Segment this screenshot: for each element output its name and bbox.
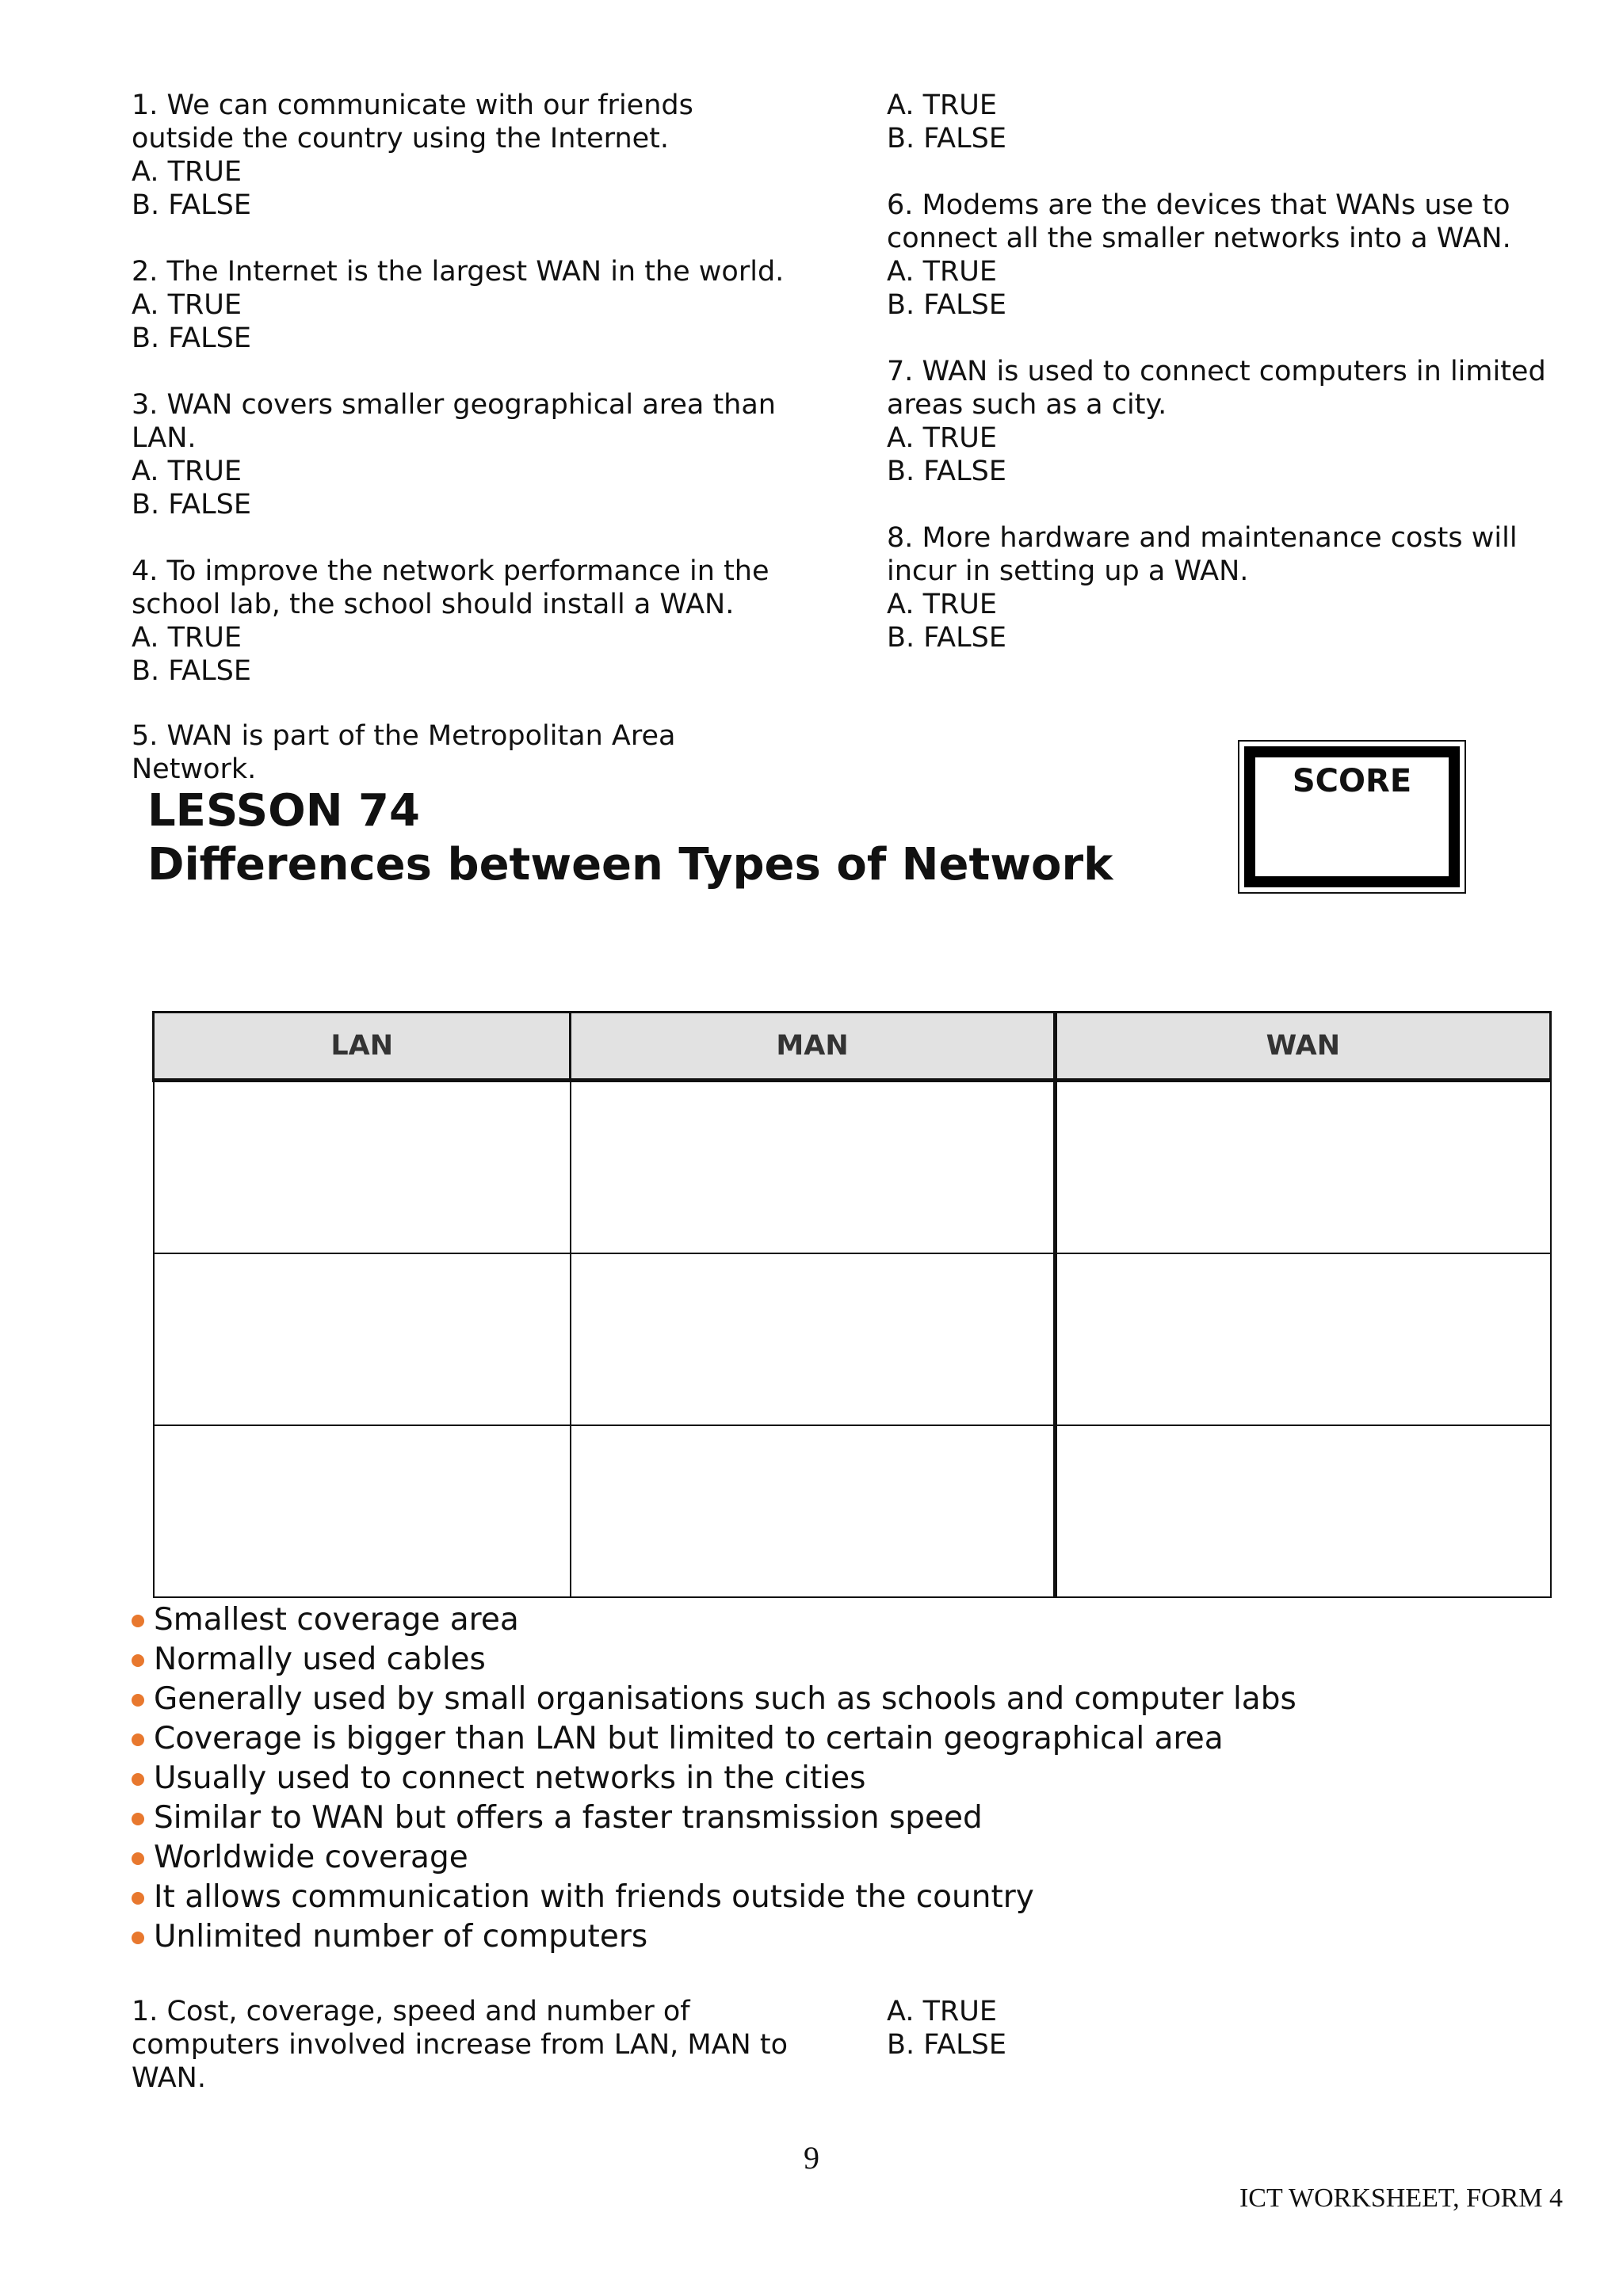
questions-right-column (887, 89, 1576, 654)
score-box-inner[interactable] (1244, 746, 1460, 887)
bullet-icon (132, 1615, 144, 1627)
list-item[interactable] (132, 1838, 1296, 1878)
question-4-option-false[interactable]: B. FALSE (132, 655, 251, 687)
table-cell-man-2[interactable] (571, 1253, 1055, 1425)
table-cell-lan-2[interactable] (154, 1253, 571, 1425)
list-item-text: Generally used by small organisations such as schools and computer labs (154, 1681, 1296, 1717)
question-4-option-true[interactable]: A. TRUE (132, 622, 242, 654)
question-5-option-false[interactable]: B. FALSE (887, 123, 1006, 154)
header-lan: LAN (154, 1013, 571, 1081)
bullet-icon (132, 1813, 144, 1825)
list-item-text: Worldwide coverage (154, 1840, 468, 1875)
lesson-title: Differences between Types of Network (147, 839, 1113, 891)
question-4-line-2: school lab, the school should install a WAN. (132, 589, 735, 620)
question-5 (132, 719, 821, 786)
question-5-option-true[interactable]: A. TRUE (887, 90, 998, 121)
table-cell-wan-2[interactable] (1055, 1253, 1550, 1425)
header-man: MAN (571, 1013, 1055, 1081)
question-6-option-false[interactable]: B. FALSE (887, 289, 1006, 321)
bullet-icon (132, 1733, 144, 1746)
score-box (1238, 740, 1466, 894)
table-row (154, 1253, 1551, 1425)
question-8-option-false[interactable]: B. FALSE (887, 622, 1006, 654)
final-question-option-true[interactable]: A. TRUE (887, 1996, 998, 2027)
list-item[interactable] (132, 1680, 1296, 1719)
question-1-line-2: outside the country using the Internet. (132, 123, 670, 154)
final-question-option-false[interactable]: B. FALSE (887, 2029, 1006, 2061)
question-4-line-1: 4. To improve the network performance in the (132, 555, 769, 587)
table-cell-man-3[interactable] (571, 1425, 1055, 1597)
question-3-option-true[interactable]: A. TRUE (132, 456, 242, 487)
list-item-text: Coverage is bigger than LAN but limited to certain geographical area (154, 1721, 1224, 1756)
question-3-option-false[interactable]: B. FALSE (132, 489, 251, 521)
question-3-line-2: LAN. (132, 422, 197, 454)
bullet-icon (132, 1773, 144, 1786)
question-2-option-true[interactable]: A. TRUE (132, 289, 242, 321)
lesson-heading (147, 784, 1113, 892)
question-6-line-2: connect all the smaller networks into a WAN. (887, 223, 1511, 254)
lesson-number: LESSON 74 (147, 785, 420, 837)
table-cell-wan-1[interactable] (1055, 1081, 1550, 1254)
table-cell-lan-1[interactable] (154, 1081, 571, 1254)
bullet-icon (132, 1852, 144, 1865)
table-row (154, 1081, 1551, 1254)
question-6-option-true[interactable]: A. TRUE (887, 256, 998, 288)
question-1-option-false[interactable]: B. FALSE (132, 189, 251, 221)
question-7-line-2: areas such as a city. (887, 389, 1167, 421)
final-question-line-2: computers involved increase from LAN, MAN to (132, 2029, 788, 2061)
bullet-icon (132, 1892, 144, 1905)
page-number: 9 (804, 2140, 819, 2176)
characteristics-list (132, 1600, 1296, 1957)
list-item-text: Similar to WAN but offers a faster transmission speed (154, 1800, 983, 1836)
question-5-line-1: 5. WAN is part of the Metropolitan Area (132, 720, 676, 752)
list-item[interactable] (132, 1798, 1296, 1838)
table-row (154, 1425, 1551, 1597)
question-6-line-1: 6. Modems are the devices that WANs use to (887, 189, 1510, 221)
question-8-line-2: incur in setting up a WAN. (887, 555, 1249, 587)
final-question-line-1: 1. Cost, coverage, speed and number of (132, 1996, 690, 2027)
list-item-text: Smallest coverage area (154, 1602, 519, 1638)
table-header-row (154, 1013, 1551, 1081)
table-cell-man-1[interactable] (571, 1081, 1055, 1254)
list-item-text: Usually used to connect networks in the cities (154, 1760, 866, 1796)
network-comparison-table (152, 1011, 1552, 1598)
list-item[interactable] (132, 1719, 1296, 1759)
question-7-option-false[interactable]: B. FALSE (887, 456, 1006, 487)
header-wan: WAN (1055, 1013, 1550, 1081)
final-question (132, 1995, 821, 2095)
bullet-icon (132, 1654, 144, 1667)
question-1-option-true[interactable]: A. TRUE (132, 156, 242, 188)
list-item-text: Normally used cables (154, 1642, 486, 1677)
question-7-option-true[interactable]: A. TRUE (887, 422, 998, 454)
list-item[interactable] (132, 1878, 1296, 1917)
list-item[interactable] (132, 1640, 1296, 1680)
question-3-line-1: 3. WAN covers smaller geographical area than (132, 389, 776, 421)
table-cell-wan-3[interactable] (1055, 1425, 1550, 1597)
list-item[interactable] (132, 1600, 1296, 1640)
final-question-line-3: WAN. (132, 2062, 206, 2094)
list-item[interactable] (132, 1759, 1296, 1798)
question-5-line-2: Network. (132, 753, 257, 785)
final-question-options (887, 1995, 1283, 2061)
question-2-line-1: 2. The Internet is the largest WAN in the world. (132, 256, 785, 288)
question-7-line-1: 7. WAN is used to connect computers in limited (887, 356, 1546, 387)
score-label: SCORE (1292, 763, 1412, 799)
table-cell-lan-3[interactable] (154, 1425, 571, 1597)
bullet-icon (132, 1694, 144, 1707)
list-item-text: It allows communication with friends outside the country (154, 1879, 1034, 1915)
footer-text: ICT WORKSHEET, FORM 4 (1239, 2183, 1563, 2213)
question-8-line-1: 8. More hardware and maintenance costs will (887, 522, 1518, 554)
list-item-text: Unlimited number of computers (154, 1919, 648, 1955)
list-item[interactable] (132, 1917, 1296, 1957)
question-2-option-false[interactable]: B. FALSE (132, 322, 251, 354)
questions-left-column (132, 89, 821, 688)
bullet-icon (132, 1932, 144, 1944)
question-8-option-true[interactable]: A. TRUE (887, 589, 998, 620)
question-1-line-1: 1. We can communicate with our friends (132, 90, 693, 121)
